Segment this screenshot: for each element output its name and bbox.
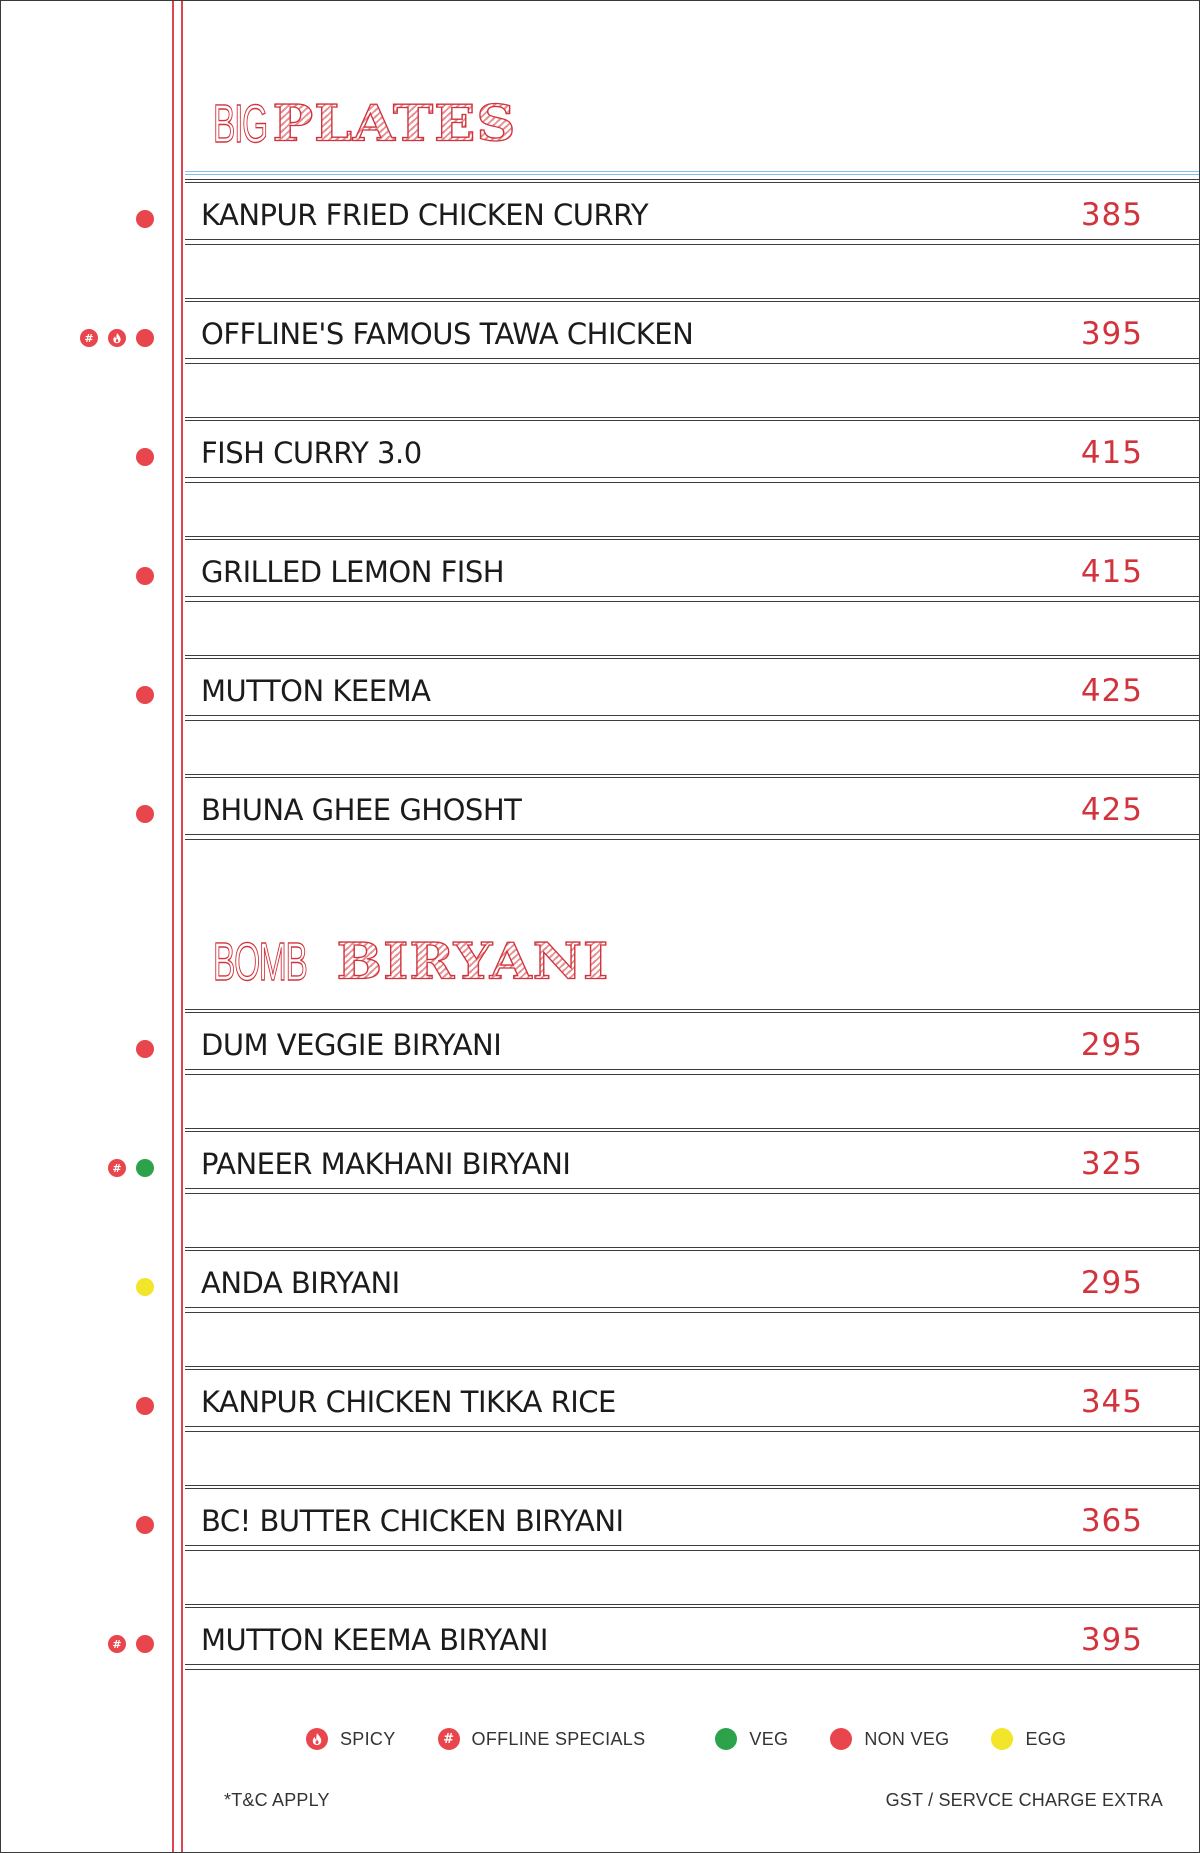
legend-item-egg	[991, 1728, 1066, 1750]
row-rule	[185, 596, 1199, 597]
row-rule	[185, 358, 1199, 359]
menu-item-row	[185, 1606, 1199, 1678]
section-title-part2: BIRYANI	[336, 931, 610, 991]
legend	[306, 1726, 1066, 1752]
row-rule	[185, 1664, 1199, 1665]
legend-label: EGG	[1025, 1728, 1067, 1749]
row-rule	[185, 1009, 1199, 1010]
row-rule	[185, 244, 1199, 245]
row-rule	[185, 1485, 1199, 1486]
row-rule	[185, 655, 1199, 656]
row-rule	[185, 1193, 1199, 1194]
legend-item-offline-specials	[438, 1728, 646, 1750]
row-rule	[185, 1488, 1199, 1489]
menu-item-row	[185, 1368, 1199, 1440]
section-title-big-plates	[213, 91, 516, 161]
non-veg-dot-icon	[830, 1728, 852, 1750]
non-veg-dot-icon	[136, 567, 154, 585]
row-rule	[185, 1604, 1199, 1605]
row-rule	[185, 1669, 1199, 1670]
legend-label: VEG	[749, 1728, 789, 1749]
row-rule	[185, 363, 1199, 364]
row-rule	[185, 774, 1199, 775]
offline-specials-icon: #	[438, 1728, 460, 1750]
row-rule	[185, 1188, 1199, 1189]
menu-item-name: DUM VEGGIE BIRYANI	[201, 1028, 502, 1062]
header-rule	[185, 171, 1199, 172]
menu-item-row	[185, 1130, 1199, 1202]
row-rule	[185, 1312, 1199, 1313]
row-rule	[185, 482, 1199, 483]
row-rule	[185, 1069, 1199, 1070]
menu-item-row	[185, 419, 1199, 491]
menu-item-markers	[136, 685, 154, 705]
non-veg-dot-icon	[136, 1516, 154, 1534]
menu-item-row	[185, 657, 1199, 729]
row-rule	[185, 539, 1199, 540]
menu-item-row	[185, 1487, 1199, 1559]
offline-specials-icon: #	[108, 1635, 126, 1653]
menu-item-price: 385	[1080, 197, 1143, 233]
offline-specials-icon: #	[108, 1159, 126, 1177]
terms-note: *T&C APPLY	[224, 1790, 330, 1810]
menu-item-price: 415	[1080, 435, 1143, 471]
legend-item-spicy	[306, 1728, 396, 1750]
menu-item-price: 415	[1080, 554, 1143, 590]
row-rule	[185, 417, 1199, 418]
row-rule	[185, 715, 1199, 716]
row-rule	[185, 834, 1199, 835]
menu-item-name: FISH CURRY 3.0	[201, 436, 422, 470]
row-rule	[185, 179, 1199, 180]
row-rule	[185, 658, 1199, 659]
row-rule	[185, 1366, 1199, 1367]
row-rule	[185, 1426, 1199, 1427]
menu-item-markers	[136, 209, 154, 229]
section-title-part2: PLATES	[272, 93, 517, 153]
row-rule	[185, 839, 1199, 840]
non-veg-dot-icon	[136, 686, 154, 704]
row-rule	[185, 477, 1199, 478]
menu-item-name: OFFLINE'S FAMOUS TAWA CHICKEN	[201, 317, 694, 351]
row-rule	[185, 182, 1199, 183]
margin-line-outer	[172, 1, 174, 1852]
menu-item-name: MUTTON KEEMA	[201, 674, 431, 708]
row-rule	[185, 601, 1199, 602]
legend-label: SPICY	[340, 1728, 396, 1749]
menu-item-markers	[136, 804, 154, 824]
header-rule	[185, 174, 1199, 175]
row-rule	[185, 1074, 1199, 1075]
offline-specials-icon: #	[80, 329, 98, 347]
menu-item-name: ANDA BIRYANI	[201, 1266, 400, 1300]
menu-item-name: BHUNA GHEE GHOSHT	[201, 793, 522, 827]
row-rule	[185, 720, 1199, 721]
row-rule	[185, 1369, 1199, 1370]
menu-item-name: MUTTON KEEMA BIRYANI	[201, 1623, 548, 1657]
spicy-icon	[306, 1728, 328, 1750]
row-rule	[185, 1247, 1199, 1248]
row-rule	[185, 1131, 1199, 1132]
row-rule	[185, 1307, 1199, 1308]
menu-item-row	[185, 1011, 1199, 1083]
menu-item-markers	[136, 1515, 154, 1535]
menu-item-markers	[108, 1158, 154, 1178]
row-rule	[185, 1128, 1199, 1129]
menu-item-price: 395	[1080, 1622, 1143, 1658]
row-rule	[185, 298, 1199, 299]
legend-label: OFFLINE SPECIALS	[471, 1728, 646, 1749]
margin-line-inner	[181, 1, 183, 1852]
menu-item-price: 365	[1080, 1503, 1143, 1539]
row-rule	[185, 536, 1199, 537]
menu-item-name: KANPUR CHICKEN TIKKA RICE	[201, 1385, 616, 1419]
veg-dot-icon	[136, 1159, 154, 1177]
menu-item-markers	[136, 1039, 154, 1059]
non-veg-dot-icon	[136, 448, 154, 466]
legend-label: NON VEG	[864, 1728, 950, 1749]
egg-dot-icon	[991, 1728, 1013, 1750]
menu-item-row	[185, 181, 1199, 253]
legend-item-veg	[715, 1728, 788, 1750]
menu-item-name: KANPUR FRIED CHICKEN CURRY	[201, 198, 649, 232]
row-rule	[185, 777, 1199, 778]
menu-item-name: BC! BUTTER CHICKEN BIRYANI	[201, 1504, 624, 1538]
row-rule	[185, 301, 1199, 302]
section-title-part1: BOMB	[213, 932, 307, 992]
legend-item-non-veg	[830, 1728, 949, 1750]
egg-dot-icon	[136, 1278, 154, 1296]
section-title-part1: BIG	[213, 94, 267, 154]
menu-item-markers	[108, 1634, 154, 1654]
row-rule	[185, 420, 1199, 421]
menu-item-markers	[136, 447, 154, 467]
menu-item-markers	[136, 1277, 154, 1297]
menu-item-price: 325	[1080, 1146, 1143, 1182]
menu-item-row	[185, 300, 1199, 372]
menu-item-markers	[80, 328, 154, 348]
menu-item-name: PANEER MAKHANI BIRYANI	[201, 1147, 571, 1181]
menu-item-price: 295	[1080, 1265, 1143, 1301]
menu-item-markers	[136, 1396, 154, 1416]
non-veg-dot-icon	[136, 1635, 154, 1653]
veg-dot-icon	[715, 1728, 737, 1750]
charges-note: GST / SERVCE CHARGE EXTRA	[885, 1790, 1163, 1810]
non-veg-dot-icon	[136, 1397, 154, 1415]
menu-item-price: 425	[1080, 673, 1143, 709]
menu-item-row	[185, 776, 1199, 848]
row-rule	[185, 1250, 1199, 1251]
menu-item-price: 345	[1080, 1384, 1143, 1420]
non-veg-dot-icon	[136, 1040, 154, 1058]
row-rule	[185, 239, 1199, 240]
row-rule	[185, 1012, 1199, 1013]
row-rule	[185, 1431, 1199, 1432]
non-veg-dot-icon	[136, 329, 154, 347]
section-title-bomb-biryani	[213, 929, 609, 999]
menu-item-row	[185, 1249, 1199, 1321]
row-rule	[185, 1550, 1199, 1551]
menu-item-price: 425	[1080, 792, 1143, 828]
menu-item-price: 295	[1080, 1027, 1143, 1063]
non-veg-dot-icon	[136, 805, 154, 823]
menu-item-row	[185, 538, 1199, 610]
row-rule	[185, 1545, 1199, 1546]
spicy-icon	[108, 329, 126, 347]
non-veg-dot-icon	[136, 210, 154, 228]
menu-item-name: GRILLED LEMON FISH	[201, 555, 505, 589]
row-rule	[185, 1607, 1199, 1608]
menu-item-price: 395	[1080, 316, 1143, 352]
menu-item-markers	[136, 566, 154, 586]
